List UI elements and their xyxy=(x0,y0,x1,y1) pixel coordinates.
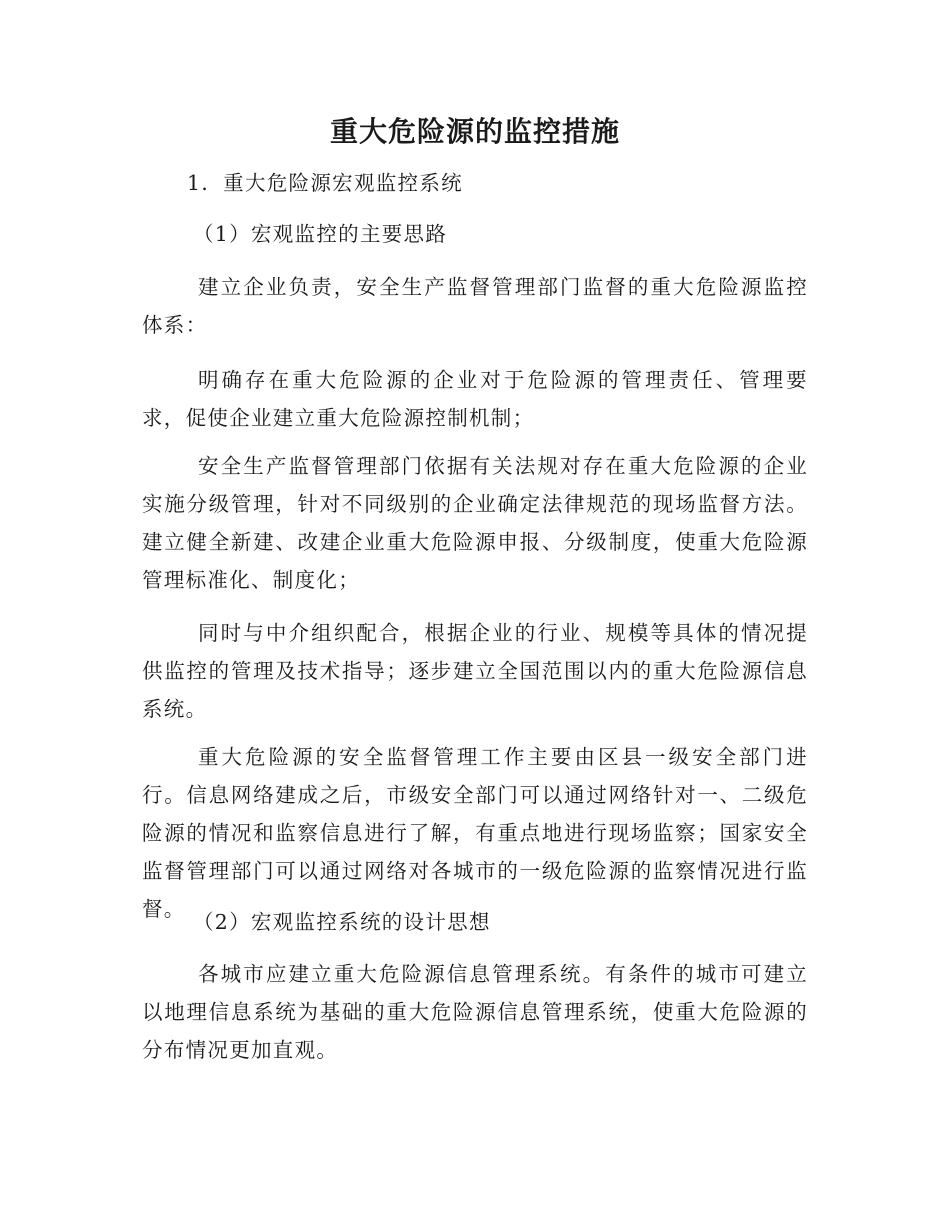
paragraph: 同时与中介组织配合，根据企业的行业、规模等具体的情况提供监控的管理及技术指导；逐步建立全国范围以内的重大危险源信息系统。 xyxy=(142,621,808,721)
paragraph: 安全生产监督管理部门依据有关法规对存在重大危险源的企业实施分级管理，针对不同级别的企业确定法律规范的现场监督方法。建立健全新建、改建企业重大危险源申报、分级制度，使重大危险源管理标准化、制度化； xyxy=(142,454,808,592)
subsection-heading: （2）宏观监控系统的设计思想 xyxy=(193,910,491,934)
document-title: 重大危险源的监控措施 xyxy=(329,115,620,148)
paragraph: 建立企业负责，安全生产监督管理部门监督的重大危险源监控体系： xyxy=(142,275,808,337)
paragraph: 明确存在重大危险源的企业对于危险源的管理责任、管理要求，促使企业建立重大危险源控制机制； xyxy=(142,368,808,430)
section-heading: 1．重大危险源宏观监控系统 xyxy=(187,171,463,195)
paragraph: 重大危险源的安全监督管理工作主要由区县一级安全部门进行。信息网络建成之后，市级安全部门可以通过网络针对一、二级危险源的情况和监察信息进行了解，有重点地进行现场监察；国家安全监督管理部门可以通过网络对各城市的一级危险源的监察情况进行监督。 xyxy=(142,745,808,921)
paragraph: 各城市应建立重大危险源信息管理系统。有条件的城市可建立以地理信息系统为基础的重大危险源信息管理系统，使重大危险源的分布情况更加直观。 xyxy=(142,962,808,1062)
subsection-heading: （1）宏观监控的主要思路 xyxy=(193,222,448,246)
